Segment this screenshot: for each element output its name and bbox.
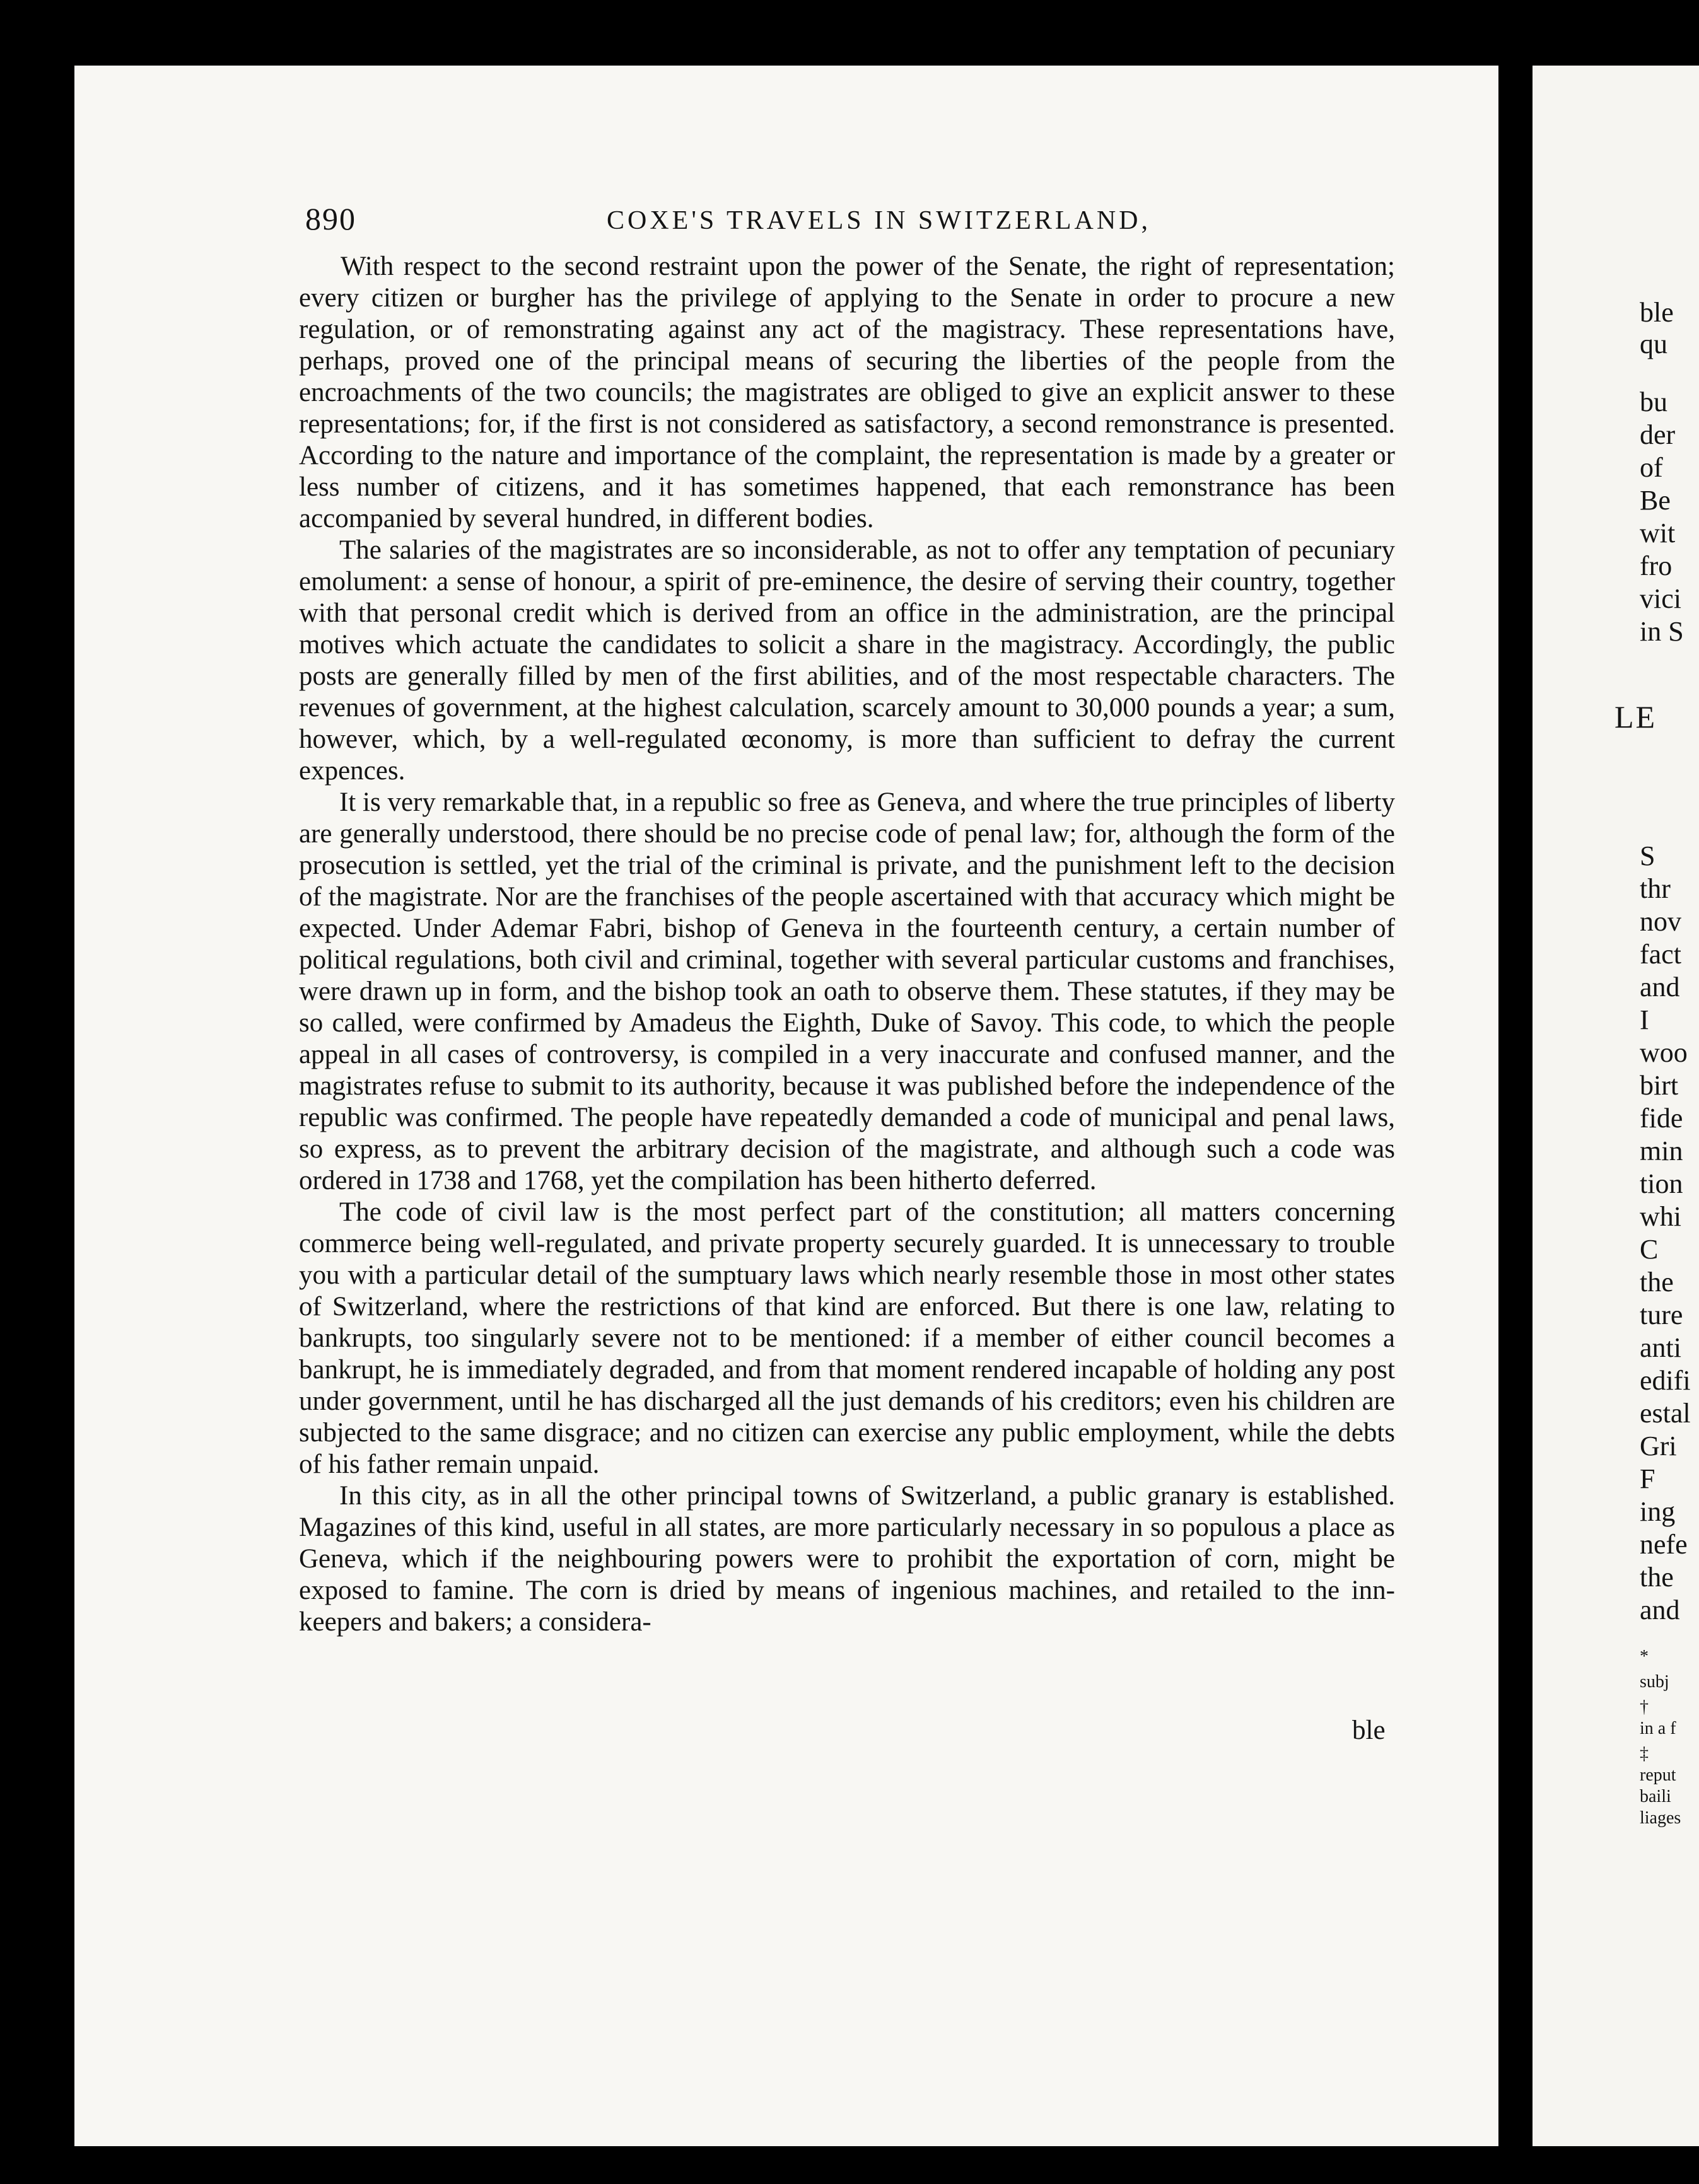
facing-line: nefe — [1640, 1529, 1688, 1560]
facing-line: and — [1640, 972, 1680, 1002]
facing-heading: LE — [1614, 699, 1657, 735]
facing-line: thr — [1640, 873, 1671, 904]
facing-line: I — [1640, 1004, 1649, 1035]
facing-note: in a f — [1640, 1719, 1676, 1738]
facing-note: subj — [1640, 1672, 1669, 1692]
facing-line: woo — [1640, 1037, 1688, 1068]
facing-line: fact — [1640, 939, 1681, 970]
facing-line: qu — [1640, 328, 1667, 359]
facing-line: nov — [1640, 906, 1681, 937]
facing-note-mark: * — [1640, 1647, 1649, 1666]
facing-line: fide — [1640, 1103, 1683, 1134]
running-title: COXE'S TRAVELS IN SWITZERLAND, — [607, 206, 1152, 235]
facing-line: anti — [1640, 1332, 1681, 1363]
facing-line: edifi — [1640, 1365, 1691, 1396]
facing-note-mark: † — [1640, 1697, 1649, 1717]
facing-line: tion — [1640, 1168, 1683, 1199]
facing-line: ing — [1640, 1496, 1676, 1527]
facing-line: C — [1640, 1234, 1659, 1265]
paragraph-granary: In this city, as in all the other principal towns of Switzerland, a public granary is established. Magazines of this kind, useful in all states, are more particularly necessary in so populous a place as Geneva, which if the neighbouring powers were to prohibit the exportation of corn, might be exposed to famine. The corn is dried by means of ingenious machines, and retailed to the inn-keepers and bakers; a considera- — [299, 1481, 1395, 1637]
facing-line: of — [1640, 452, 1663, 483]
facing-line: min — [1640, 1136, 1683, 1166]
facing-line: estal — [1640, 1398, 1691, 1429]
catchword: ble — [1352, 1716, 1386, 1745]
facing-line: birt — [1640, 1070, 1679, 1101]
facing-line: whi — [1640, 1201, 1681, 1232]
facing-line: fro — [1640, 550, 1673, 581]
facing-line: vici — [1640, 583, 1681, 614]
facing-note: baili — [1640, 1787, 1671, 1806]
paragraph-penal-law: It is very remarkable that, in a republic so free as Geneva, and where the true principles of liberty are generally understood, there should be no precise code of penal law; for, although the form of the prosecution is settled, yet the trial of the criminal is private, and the punishment left to the decision of the magistrate. Nor are the franchises of the people ascertained with that accuracy which might be expected. Under Ademar Fabri, bishop of Geneva in the fourteenth century, a certain number of political regulations, both civil and criminal, together with several particular customs and franchises, were drawn up in form, and the bishop took an oath to observe them. These statutes, if they may be so called, were confirmed by Amadeus the Eighth, Duke of Savoy. This code, to which the people appeal in all cases of controversy, is compiled in a very inaccurate and confused manner, and the magistrates refuse to submit to its authority, because it was published before the independence of the republic was confirmed. The people have repeatedly demanded a code of municipal and penal laws, so express, as to prevent the arbitrary decision of the magistrate, and although such a code was ordered in 1738 and 1768, yet the compilation has been hitherto deferred. — [299, 787, 1395, 1195]
facing-line: bu — [1640, 386, 1667, 417]
body-text — [299, 251, 1395, 1638]
facing-line: wit — [1640, 518, 1676, 549]
facing-line: in S — [1640, 616, 1684, 647]
paragraph-civil-law: The code of civil law is the most perfect part of the constitution; all matters concerning commerce being well-regulated, and private property securely guarded. It is unnecessary to trouble you with a particular detail of the sumptuary laws which nearly resemble those in most other states of Switzerland, where the restrictions of that kind are enforced. But there is one law, relating to bankrupts, too singularly severe not to be mentioned: if a member of either council becomes a bankrupt, he is immediately degraded, and from that moment rendered incapable of holding any post under government, until he has discharged all the just demands of his creditors; even his children are subjected to the same disgrace; and no citizen can exercise any public employment, while the debts of his father remain unpaid. — [299, 1197, 1395, 1479]
paragraph-representation: With respect to the second restraint upon the power of the Senate, the right of representation; every citizen or burgher has the privilege of applying to the Senate in order to procure a new regulation, or of remonstrating against any act of the magistracy. These representations have, perhaps, proved one of the principal means of securing the liberties of the people from the encroachments of the two councils; the magistrates are obliged to give an explicit answer to these representations; for, if the first is not considered as satisfactory, a second remonstrance is presented. According to the nature and importance of the complaint, the representation is made by a greater or less number of citizens, and it has sometimes happened, that each remonstrance has been accompanied by several hundred, in different bodies. — [299, 252, 1395, 533]
facing-line: S — [1640, 840, 1655, 871]
facing-line: the — [1640, 1267, 1674, 1298]
facing-line: the — [1640, 1562, 1674, 1593]
page-number: 890 — [305, 201, 356, 236]
facing-line: F — [1640, 1463, 1655, 1494]
facing-line: Gri — [1640, 1431, 1677, 1461]
paragraph-salaries: The salaries of the magistrates are so inconsiderable, as not to offer any temptation of pecuniary emolument: a sense of honour, a spirit of pre-eminence, the desire of serving their country, together with that personal credit which is derived from an office in the administration, are the principal motives which actuate the candidates to solicit a share in the magistracy. Accordingly, the public posts are generally filled by men of the first abilities, and of the most respectable characters. The revenues of government, at the highest calculation, scarcely amount to 30,000 pounds a year; a sum, however, which, by a well-regulated œconomy, is more than sufficient to defray the current expences. — [299, 535, 1395, 786]
facing-line: ble — [1640, 297, 1674, 328]
facing-line: Be — [1640, 485, 1671, 516]
facing-line: ture — [1640, 1299, 1683, 1330]
facing-line: and — [1640, 1594, 1680, 1625]
page-header — [272, 200, 1389, 245]
facing-note: reput — [1640, 1765, 1676, 1785]
facing-line: der — [1640, 419, 1676, 450]
facing-note: liages — [1640, 1808, 1681, 1828]
facing-note-mark: ‡ — [1640, 1744, 1649, 1763]
